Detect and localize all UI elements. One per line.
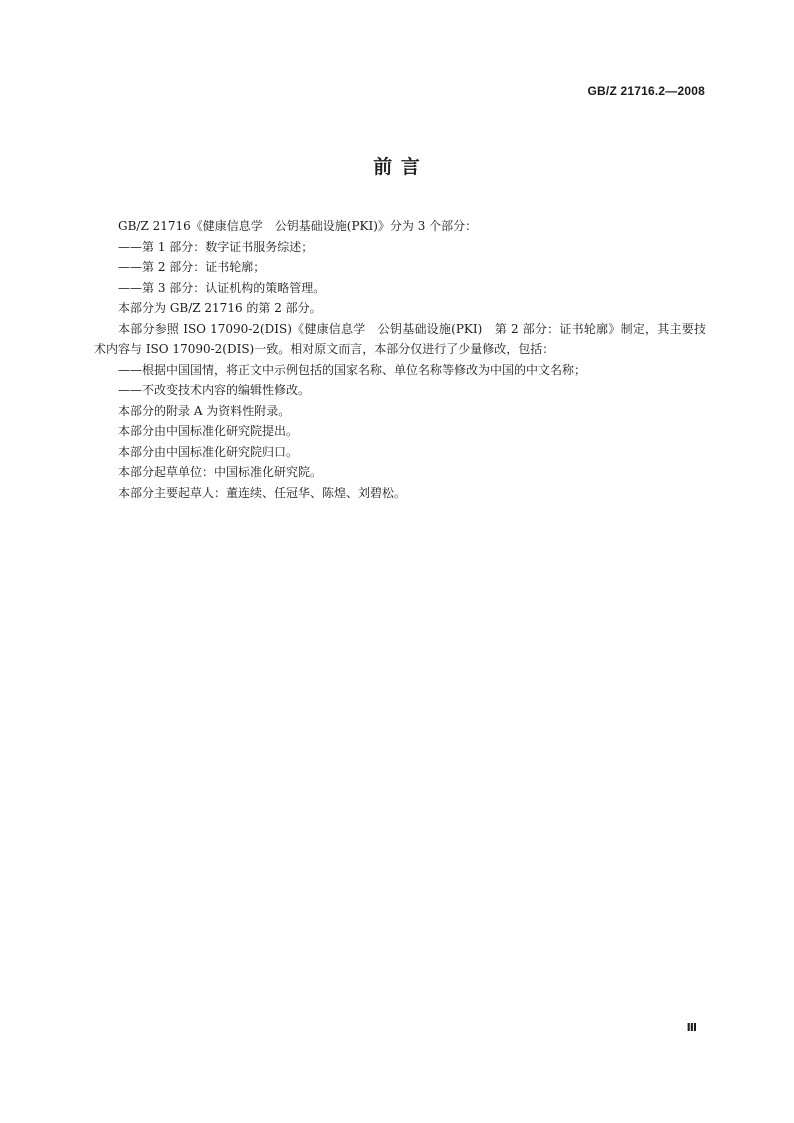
- page-title: 前 言: [373, 156, 421, 178]
- paragraph-drafting-unit: 本部分起草单位：中国标准化研究院。: [118, 465, 323, 479]
- list-item-part-3: ——第 3 部分：认证机构的策略管理。: [118, 280, 326, 295]
- list-item-change-1: ——根据中国国情，将正文中示例包括的国家名称、单位名称等修改为中国的中文名称；: [118, 362, 587, 377]
- paragraph-drafters: 本部分主要起草人：董连续、任冠华、陈煌、刘碧松。: [118, 485, 407, 500]
- list-item-change-2: ——不改变技术内容的编辑性修改。: [118, 383, 311, 397]
- paragraph-reference: 本部分参照 ISO 17090-2(DIS)《健康信息学 公钥基础设施(PKI) 第 2 部分：证书轮廓》制定，其主要技术内容与 ISO 17090-2(DIS)一致。相对原文而言，本部分仅进行了少量修改，包括：: [94, 321, 706, 356]
- standard-number-header: GB/Z 21716.2—2008: [587, 84, 705, 98]
- paragraph-proposed-by: 本部分由中国标准化研究院提出。: [118, 424, 299, 438]
- paragraph-parts-intro: GB/Z 21716《健康信息学 公钥基础设施(PKI)》分为 3 个部分：: [118, 219, 478, 233]
- page-number: Ⅲ: [686, 1021, 697, 1034]
- paragraph-annex: 本部分的附录 A 为资料性附录。: [118, 403, 291, 418]
- list-item-part-1: ——第 1 部分：数字证书服务综述；: [118, 239, 314, 254]
- paragraph-centralized-by: 本部分由中国标准化研究院归口。: [118, 444, 299, 459]
- foreword-body: [94, 216, 706, 503]
- paragraph-this-part: 本部分为 GB/Z 21716 的第 2 部分。: [118, 301, 322, 315]
- list-item-part-2: ——第 2 部分：证书轮廓；: [118, 260, 266, 274]
